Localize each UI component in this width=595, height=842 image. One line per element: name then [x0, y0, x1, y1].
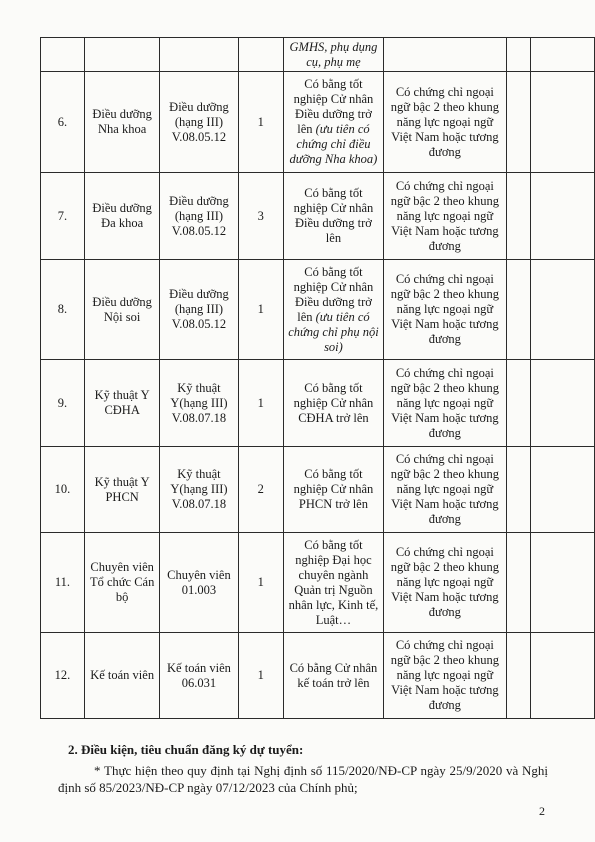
- position-cell: Điều dưỡng Nội soi: [84, 260, 159, 360]
- degree-cell: Có bằng tốt nghiệp Đại học chuyên ngành Quản trị Nguồn nhân lực, Kinh tế, Luật…: [283, 533, 383, 633]
- empty-cell: [530, 260, 594, 360]
- rank-cell: Điều dưỡng (hạng III) V.08.05.12: [160, 173, 238, 260]
- language-cell: Có chứng chỉ ngoại ngữ bậc 2 theo khung năng lực ngoại ngữ Việt Nam hoặc tương đương: [384, 173, 507, 260]
- table-row: [41, 533, 595, 633]
- section-heading: 2. Điều kiện, tiêu chuẩn đăng ký dự tuyển:: [68, 742, 304, 757]
- table-row: [41, 72, 595, 173]
- rank-cell: Kỹ thuật Y(hạng III) V.08.07.18: [160, 447, 238, 533]
- position-cell: [84, 38, 159, 72]
- stt-cell: 7.: [41, 173, 85, 260]
- empty-cell: [530, 533, 594, 633]
- degree-cell: Có bằng tốt nghiệp Cử nhân Điều dưỡng trở lên: [283, 173, 383, 260]
- empty-cell: [530, 447, 594, 533]
- degree-cell: [283, 260, 383, 360]
- degree-cell: [283, 72, 383, 173]
- language-cell: Có chứng chỉ ngoại ngữ bậc 2 theo khung năng lực ngoại ngữ Việt Nam hoặc tương đương: [384, 447, 507, 533]
- table-row: [41, 38, 595, 72]
- quantity-cell: 2: [238, 447, 283, 533]
- language-cell: Có chứng chỉ ngoại ngữ bậc 2 theo khung năng lực ngoại ngữ Việt Nam hoặc tương đương: [384, 360, 507, 447]
- degree-text: Có bằng tốt nghiệp Cử nhân Điều dưỡng trở lên: [293, 77, 374, 136]
- quantity-cell: 1: [238, 260, 283, 360]
- position-cell: Kỹ thuật Y PHCN: [84, 447, 159, 533]
- quantity-cell: 1: [238, 633, 283, 719]
- empty-cell: [506, 633, 530, 719]
- empty-cell: [506, 72, 530, 173]
- empty-cell: [530, 360, 594, 447]
- stt-cell: 8.: [41, 260, 85, 360]
- degree-cell: Có bằng tốt nghiệp Cử nhân PHCN trở lên: [283, 447, 383, 533]
- degree-cell: GMHS, phụ dụng cụ, phụ mẹ: [283, 38, 383, 72]
- stt-cell: 10.: [41, 447, 85, 533]
- rank-cell: Điều dưỡng (hạng III) V.08.05.12: [160, 72, 238, 173]
- language-cell: Có chứng chỉ ngoại ngữ bậc 2 theo khung năng lực ngoại ngữ Việt Nam hoặc tương đương: [384, 533, 507, 633]
- quantity-cell: 1: [238, 533, 283, 633]
- rank-cell: Điều dưỡng (hạng III) V.08.05.12: [160, 260, 238, 360]
- language-cell: Có chứng chỉ ngoại ngữ bậc 2 theo khung năng lực ngoại ngữ Việt Nam hoặc tương đương: [384, 72, 507, 173]
- stt-cell: 9.: [41, 360, 85, 447]
- empty-cell: [506, 38, 530, 72]
- table-row: [41, 360, 595, 447]
- rank-cell: Chuyên viên 01.003: [160, 533, 238, 633]
- empty-cell: [530, 72, 594, 173]
- position-cell: Chuyên viên Tổ chức Cán bộ: [84, 533, 159, 633]
- degree-cell: Có bằng tốt nghiệp Cử nhân CĐHA trở lên: [283, 360, 383, 447]
- language-cell: [384, 38, 507, 72]
- empty-cell: [506, 173, 530, 260]
- empty-cell: [506, 533, 530, 633]
- language-cell: Có chứng chỉ ngoại ngữ bậc 2 theo khung năng lực ngoại ngữ Việt Nam hoặc tương đương: [384, 633, 507, 719]
- table-row: [41, 447, 595, 533]
- empty-cell: [506, 260, 530, 360]
- quantity-cell: 1: [238, 360, 283, 447]
- empty-cell: [530, 173, 594, 260]
- recruitment-table: [40, 37, 595, 719]
- table-row: [41, 633, 595, 719]
- rank-cell: Kỹ thuật Y(hạng III) V.08.07.18: [160, 360, 238, 447]
- table-row: [41, 260, 595, 360]
- page-number: 2: [539, 804, 545, 818]
- empty-cell: [530, 633, 594, 719]
- stt-cell: [41, 38, 85, 72]
- quantity-cell: 1: [238, 72, 283, 173]
- section-paragraph: * Thực hiện theo quy định tại Nghị định số 115/2020/NĐ-CP ngày 25/9/2020 và Nghị định số 85/2023/NĐ-CP ngày 07/12/2023 của Chính phủ;: [58, 763, 548, 795]
- degree-note: (ưu tiên có chứng chỉ phụ nội soi): [288, 309, 379, 354]
- rank-cell: [160, 38, 238, 72]
- stt-cell: 6.: [41, 72, 85, 173]
- quantity-cell: 3: [238, 173, 283, 260]
- position-cell: Kế toán viên: [84, 633, 159, 719]
- degree-text: Có bằng tốt nghiệp Cử nhân Điều dưỡng trở lên: [293, 264, 374, 324]
- stt-cell: 12.: [41, 633, 85, 719]
- position-cell: Điều dưỡng Đa khoa: [84, 173, 159, 260]
- quantity-cell: [238, 38, 283, 72]
- empty-cell: [506, 360, 530, 447]
- stt-cell: 11.: [41, 533, 85, 633]
- position-cell: Kỹ thuật Y CĐHA: [84, 360, 159, 447]
- empty-cell: [506, 447, 530, 533]
- degree-note: (ưu tiên có chứng chỉ điều dưỡng Nha khoa): [289, 122, 378, 166]
- table-row: [41, 173, 595, 260]
- degree-cell: Có bằng Cử nhân kế toán trở lên: [283, 633, 383, 719]
- language-cell: Có chứng chỉ ngoại ngữ bậc 2 theo khung năng lực ngoại ngữ Việt Nam hoặc tương đương: [384, 260, 507, 360]
- empty-cell: [530, 38, 594, 72]
- position-cell: Điều dưỡng Nha khoa: [84, 72, 159, 173]
- rank-cell: Kế toán viên 06.031: [160, 633, 238, 719]
